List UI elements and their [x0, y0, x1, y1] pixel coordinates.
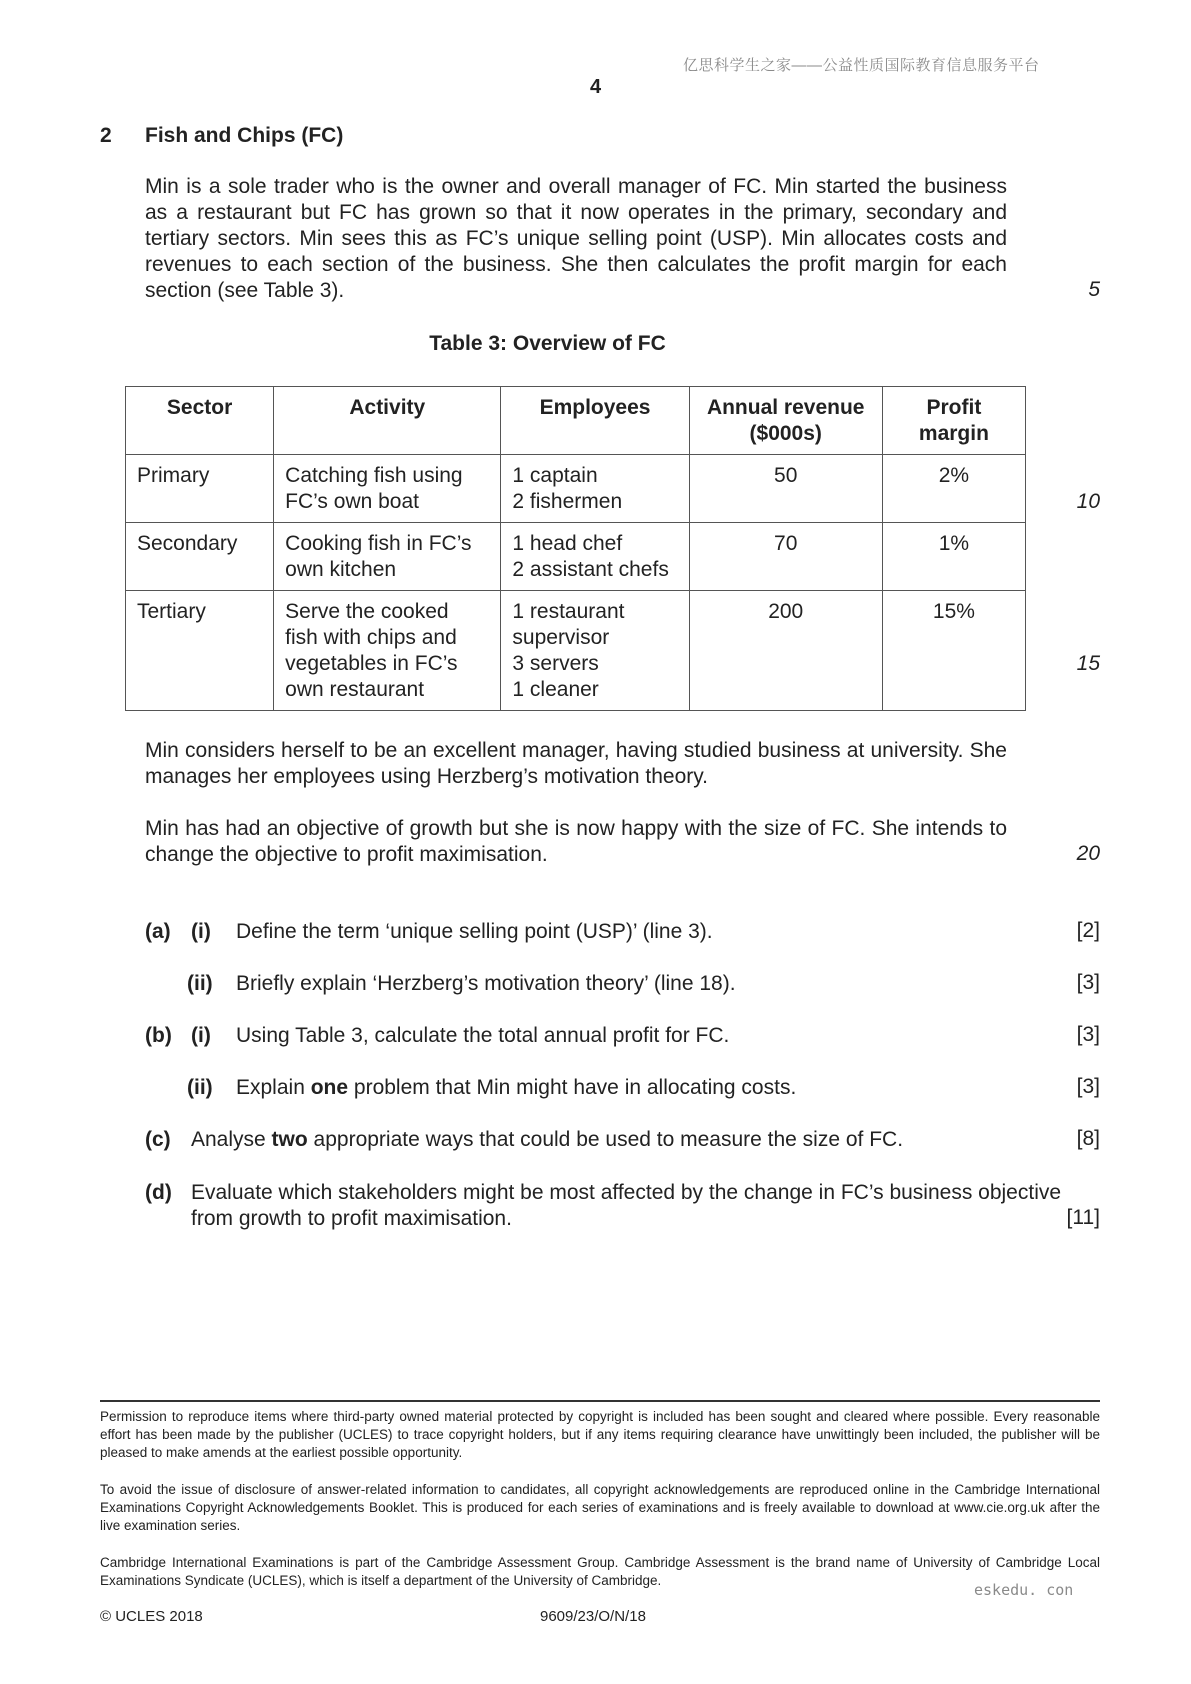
subpart-label: (i) [191, 920, 211, 943]
paper-code: 9609/23/O/N/18 [540, 1608, 646, 1625]
cell-sector: Secondary [126, 523, 274, 591]
cell-revenue: 200 [689, 591, 882, 711]
cell-revenue: 70 [689, 523, 882, 591]
header-employees: Employees [501, 387, 689, 455]
part-b-label [145, 1023, 172, 1049]
cell-line: fish with chips and [285, 626, 457, 649]
cell-sector: Tertiary [126, 591, 274, 711]
header-sector: Sector [126, 387, 274, 455]
part-a-ii-marks: [3] [1076, 971, 1100, 994]
text-segment: Explain [236, 1076, 311, 1099]
cell-line: 2 assistant chefs [512, 558, 669, 581]
question-number: 2 [100, 124, 112, 147]
subpart-label: (ii) [187, 972, 213, 995]
cell-margin: 2% [882, 455, 1025, 523]
cell-line: supervisor [512, 626, 610, 649]
part-c-marks: [8] [1076, 1127, 1100, 1150]
cell-line: 1 captain [512, 464, 598, 487]
cell-revenue: 50 [689, 455, 882, 523]
footer-divider [100, 1400, 1100, 1402]
part-b-ii-text [236, 1075, 796, 1101]
cell-employees [501, 591, 689, 711]
subpart-label: (i) [191, 1024, 211, 1047]
cell-line: 1 cleaner [512, 678, 599, 701]
footer-cambridge [100, 1554, 1100, 1590]
part-a-ii-label [187, 971, 213, 997]
part-a-i-text: Define the term ‘unique selling point (USP)’ (line 3). [236, 920, 713, 943]
part-b-i-text: Using Table 3, calculate the total annual profit for FC. [236, 1024, 730, 1047]
part-c-text [191, 1127, 903, 1153]
part-label: (d) [145, 1181, 172, 1204]
line-number-20: 20 [1076, 842, 1100, 865]
footer-disclosure [100, 1481, 1100, 1535]
text-segment: appropriate ways that could be used to measure the size of FC. [307, 1128, 904, 1151]
page-number: 4 [589, 76, 602, 98]
cell-line: 1 restaurant [512, 600, 625, 623]
cell-line: 2 fishermen [512, 490, 623, 513]
emphasis: one [310, 1076, 349, 1099]
cell-activity [274, 523, 501, 591]
cell-line: own kitchen [285, 558, 397, 581]
cell-line: vegetables in FC’s [285, 652, 458, 675]
table-title: Table 3: Overview of FC [429, 332, 666, 355]
part-label: (b) [145, 1024, 172, 1047]
subpart-label: (ii) [187, 1076, 213, 1099]
part-label: (a) [145, 920, 171, 943]
cell-employees [501, 523, 689, 591]
part-a-i-marks: [2] [1076, 919, 1100, 942]
table-row [126, 455, 1026, 523]
paragraph-intro-text: Min is a sole trader who is the owner and overall manager of FC. Min started the business as a restaurant but FC has grown so that it now operates in the primary, secondary and tertiary sectors. Min sees this as FC’s unique selling point (USP). Min allocates costs and revenues to each section of the business. She then calculates the profit margin for each section (see Table 3). [145, 175, 1007, 302]
watermark-bottom: eskedu. con [974, 1581, 1074, 1599]
cell-line: FC’s own boat [285, 490, 420, 513]
part-b-i-label [191, 1023, 211, 1049]
part-d-label [145, 1180, 172, 1206]
cell-activity [274, 455, 501, 523]
part-d-marks: [11] [1066, 1206, 1100, 1229]
text-segment: Analyse [191, 1128, 272, 1151]
cell-line: 1 head chef [512, 532, 623, 555]
part-d-text-line1: Evaluate which stakeholders might be most affected by the change in FC’s business objective [191, 1181, 1062, 1204]
copyright: © UCLES 2018 [100, 1608, 203, 1625]
table-row [126, 523, 1026, 591]
cell-line: Serve the cooked [285, 600, 449, 623]
header-activity: Activity [274, 387, 501, 455]
paragraph-manager-text: Min considers herself to be an excellent manager, having studied business at university. She manages her employees using Herzberg’s motivation theory. [145, 739, 1007, 788]
paragraph-intro [145, 174, 1007, 304]
part-d-text-line2: from growth to profit maximisation. [191, 1207, 512, 1230]
line-number-5: 5 [1088, 278, 1100, 301]
footer-cambridge-text: Cambridge International Examinations is part of the Cambridge Assessment Group. Cambridge Assessment is the brand name of University of Cambridge Local Examinations Syndicate (UCLES), which is itself a department of the University of Cambridge. [100, 1555, 1100, 1588]
part-b-ii-label [187, 1075, 213, 1101]
paragraph-objective [145, 816, 1007, 868]
header-profit-margin: Profit margin [882, 387, 1025, 455]
cell-activity [274, 591, 501, 711]
cell-sector: Primary [126, 455, 274, 523]
line-number-15: 15 [1076, 652, 1100, 675]
part-a-i-label [191, 919, 211, 945]
paragraph-objective-text: Min has had an objective of growth but she is now happy with the size of FC. She intends to change the objective to profit maximisation. [145, 817, 1007, 866]
paragraph-manager [145, 738, 1007, 790]
footer-disclosure-text: To avoid the issue of disclosure of answer-related information to candidates, all copyright acknowledgements are reproduced online in the Cambridge International Examinations Copyright Acknowledgements Booklet. This is produced for each series of examinations and is freely available to download at www.cie.org.uk after the live examination series. [100, 1482, 1100, 1533]
footer-permission [100, 1408, 1100, 1462]
cell-line: Cooking fish in FC’s [285, 532, 472, 555]
watermark-top: 亿思科学生之家——公益性质国际教育信息服务平台 [683, 57, 1040, 74]
line-number-10: 10 [1076, 490, 1100, 513]
emphasis: two [271, 1128, 308, 1151]
cell-line: own restaurant [285, 678, 425, 701]
header-annual-revenue: Annual revenue ($000s) [689, 387, 882, 455]
table-row [126, 591, 1026, 711]
part-b-ii-marks: [3] [1076, 1075, 1100, 1098]
cell-line: 3 servers [512, 652, 599, 675]
part-b-i-marks: [3] [1076, 1023, 1100, 1046]
part-a-ii-text: Briefly explain ‘Herzberg’s motivation theory’ (line 18). [236, 972, 736, 995]
overview-table [125, 386, 1026, 711]
table-header-row [126, 387, 1026, 455]
part-label: (c) [145, 1128, 171, 1151]
cell-margin: 1% [882, 523, 1025, 591]
text-segment: problem that Min might have in allocating costs. [348, 1076, 797, 1099]
cell-margin: 15% [882, 591, 1025, 711]
part-a-label [145, 919, 171, 945]
cell-line: Catching fish using [285, 464, 463, 487]
footer-permission-text: Permission to reproduce items where third-party owned material protected by copyright is included has been sought and cleared where possible. Every reasonable effort has been made by the publisher (UCLES) to trace copyright holders, but if any items requiring clearance have unwittingly been included, the publisher will be pleased to make amends at the earliest possible opportunity. [100, 1409, 1100, 1460]
question-title: Fish and Chips (FC) [145, 124, 344, 147]
part-c-label [145, 1127, 171, 1153]
cell-employees [501, 455, 689, 523]
